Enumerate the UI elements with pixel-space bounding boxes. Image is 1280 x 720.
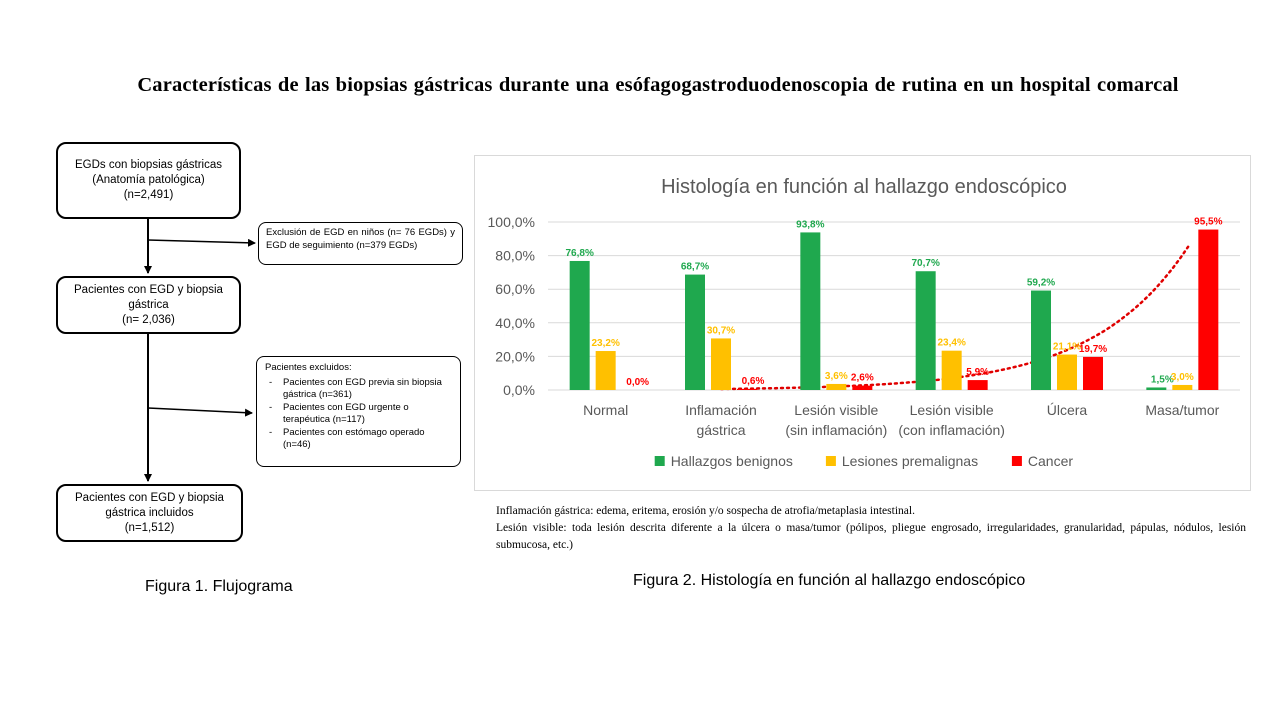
chart-axes [487,214,1223,438]
legend-label: Lesiones premalignas [841,453,979,469]
exclusion-box [258,222,463,265]
exclusion-text: Exclusión de EGD en niños (n= 76 EGDs) y EGD de seguimiento (n=379 EGDs) [266,227,455,251]
y-tick-label: 0,0% [503,382,535,398]
bar-lesiones-premalignas [826,384,846,390]
data-label: 23,4% [937,337,966,349]
legend-swatch [1012,456,1022,466]
excluded-list [265,377,452,452]
flow-box-total-line3: (n=2,491) [123,189,174,201]
arrow-to-exclusion [148,240,255,243]
bar-cancer [968,380,988,390]
excluded-heading: Pacientes excluidos: [265,362,352,373]
y-tick-label: 20,0% [495,348,535,365]
data-label: 0,0% [626,377,650,388]
bar-lesiones-premalignas [596,351,616,390]
bar-cancer [1198,230,1218,390]
data-label: 23,2% [591,338,620,350]
x-tick-label: Lesión visible [909,402,994,418]
excluded-item: - Pacientes con EGD previa sin biopsia gástrica (n=361) [265,377,452,402]
chart-canvas [475,156,1252,492]
x-tick-label: Lesión visible [794,402,879,418]
excluded-item: - Pacientes con estómago operado (n=46) [265,427,452,452]
note-lesion-visible: Lesión visible: toda lesión descrita diferente a la úlcera o masa/tumor (pólipos, pliegue engrosado, irregularidades, granularidad, pápulas, nódulos, lesión submucosa, etc.) [496,522,1246,551]
y-tick-label: 40,0% [495,314,535,331]
bar-hallazgos-benignos [800,232,820,390]
arrow-to-excluded [148,408,252,413]
data-label: 1,5% [1150,374,1174,386]
x-tick-label: gástrica [696,422,746,438]
legend-label: Cancer [1027,453,1074,469]
flow-box-patients [56,276,241,334]
data-label: 3,6% [824,370,848,382]
excluded-patients-box [256,356,461,467]
flow-box-patients-line3: (n= 2,036) [122,313,175,326]
excluded-item: - Pacientes con EGD urgente o terapéutica (n=117) [265,402,452,427]
flow-box-total-line1: EGDs con biopsias gástricas [74,159,222,171]
data-label: 76,8% [565,247,594,259]
x-tick-label: Normal [583,402,629,418]
data-label: 21,1% [1052,341,1082,353]
y-tick-label: 100,0% [487,214,535,230]
bar-hallazgos-benignos [685,275,705,390]
flow-box-included-line1: Pacientes con EGD y biopsia [75,491,224,504]
flow-box-included [56,484,243,542]
data-label: 3,0% [1170,371,1194,383]
data-label: 2,6% [850,372,874,384]
data-label: 0,6% [741,375,765,387]
flow-box-included-line2: gástrica incluidos [105,506,194,519]
flow-box-included-line3: (n=1,512) [124,521,175,534]
x-tick-label: Inflamación [685,402,757,418]
chart-legend [655,453,1074,469]
x-tick-label: (con inflamación) [898,422,1005,438]
x-tick-label: (sin inflamación) [785,422,888,438]
legend-label: Hallazgos benignos [670,453,793,469]
data-label: 30,7% [706,325,736,337]
chart-notes [496,503,1246,554]
legend-swatch [655,456,665,466]
data-label: 70,7% [911,258,940,270]
figure2-caption: Figura 2. Histología en función al hallazgo endoscópico [633,572,1026,589]
x-tick-label: Masa/tumor [1145,402,1220,418]
bar-cancer [852,386,872,390]
data-label: 95,5% [1194,216,1223,228]
legend-swatch [826,456,836,466]
y-tick-label: 60,0% [495,281,535,298]
bar-hallazgos-benignos [1146,387,1166,390]
bar-lesiones-premalignas [711,338,731,390]
data-label: 59,2% [1026,277,1056,289]
data-label: 93,8% [796,219,825,231]
chart-data-labels [565,217,1222,388]
bar-lesiones-premalignas [942,351,962,390]
bar-cancer [1083,357,1103,390]
flow-box-patients-line2: gástrica [128,298,169,311]
data-label: 68,7% [680,261,710,273]
histology-chart [474,155,1251,491]
bar-lesiones-premalignas [1172,385,1192,390]
flow-box-patients-line1: Pacientes con EGD y biopsia [74,283,223,296]
figure1-caption: Figura 1. Flujograma [145,578,293,595]
data-label: 19,7% [1078,343,1108,355]
y-tick-label: 80,0% [495,247,535,264]
bar-hallazgos-benignos [570,261,590,390]
chart-bars [570,230,1219,390]
bar-hallazgos-benignos [916,271,936,390]
flow-box-total-egds [56,142,241,219]
chart-title: Histología en función al hallazgo endoscópico [661,176,1067,198]
page-title: Características de las biopsias gástricas durante una esófagogastroduodenoscopia de rutina en un hospital comarcal [137,74,1179,96]
bar-cancer [737,389,757,390]
flow-box-total-line2: (Anatomía patológica) [92,174,205,186]
bar-hallazgos-benignos [1031,291,1051,390]
note-inflamacion: Inflamación gástrica: edema, eritema, erosión y/o sospecha de atrofia/metaplasia intestinal. [496,505,915,517]
x-tick-label: Úlcera [1046,402,1088,418]
bar-lesiones-premalignas [1057,355,1077,390]
data-label: 5,9% [966,367,990,379]
